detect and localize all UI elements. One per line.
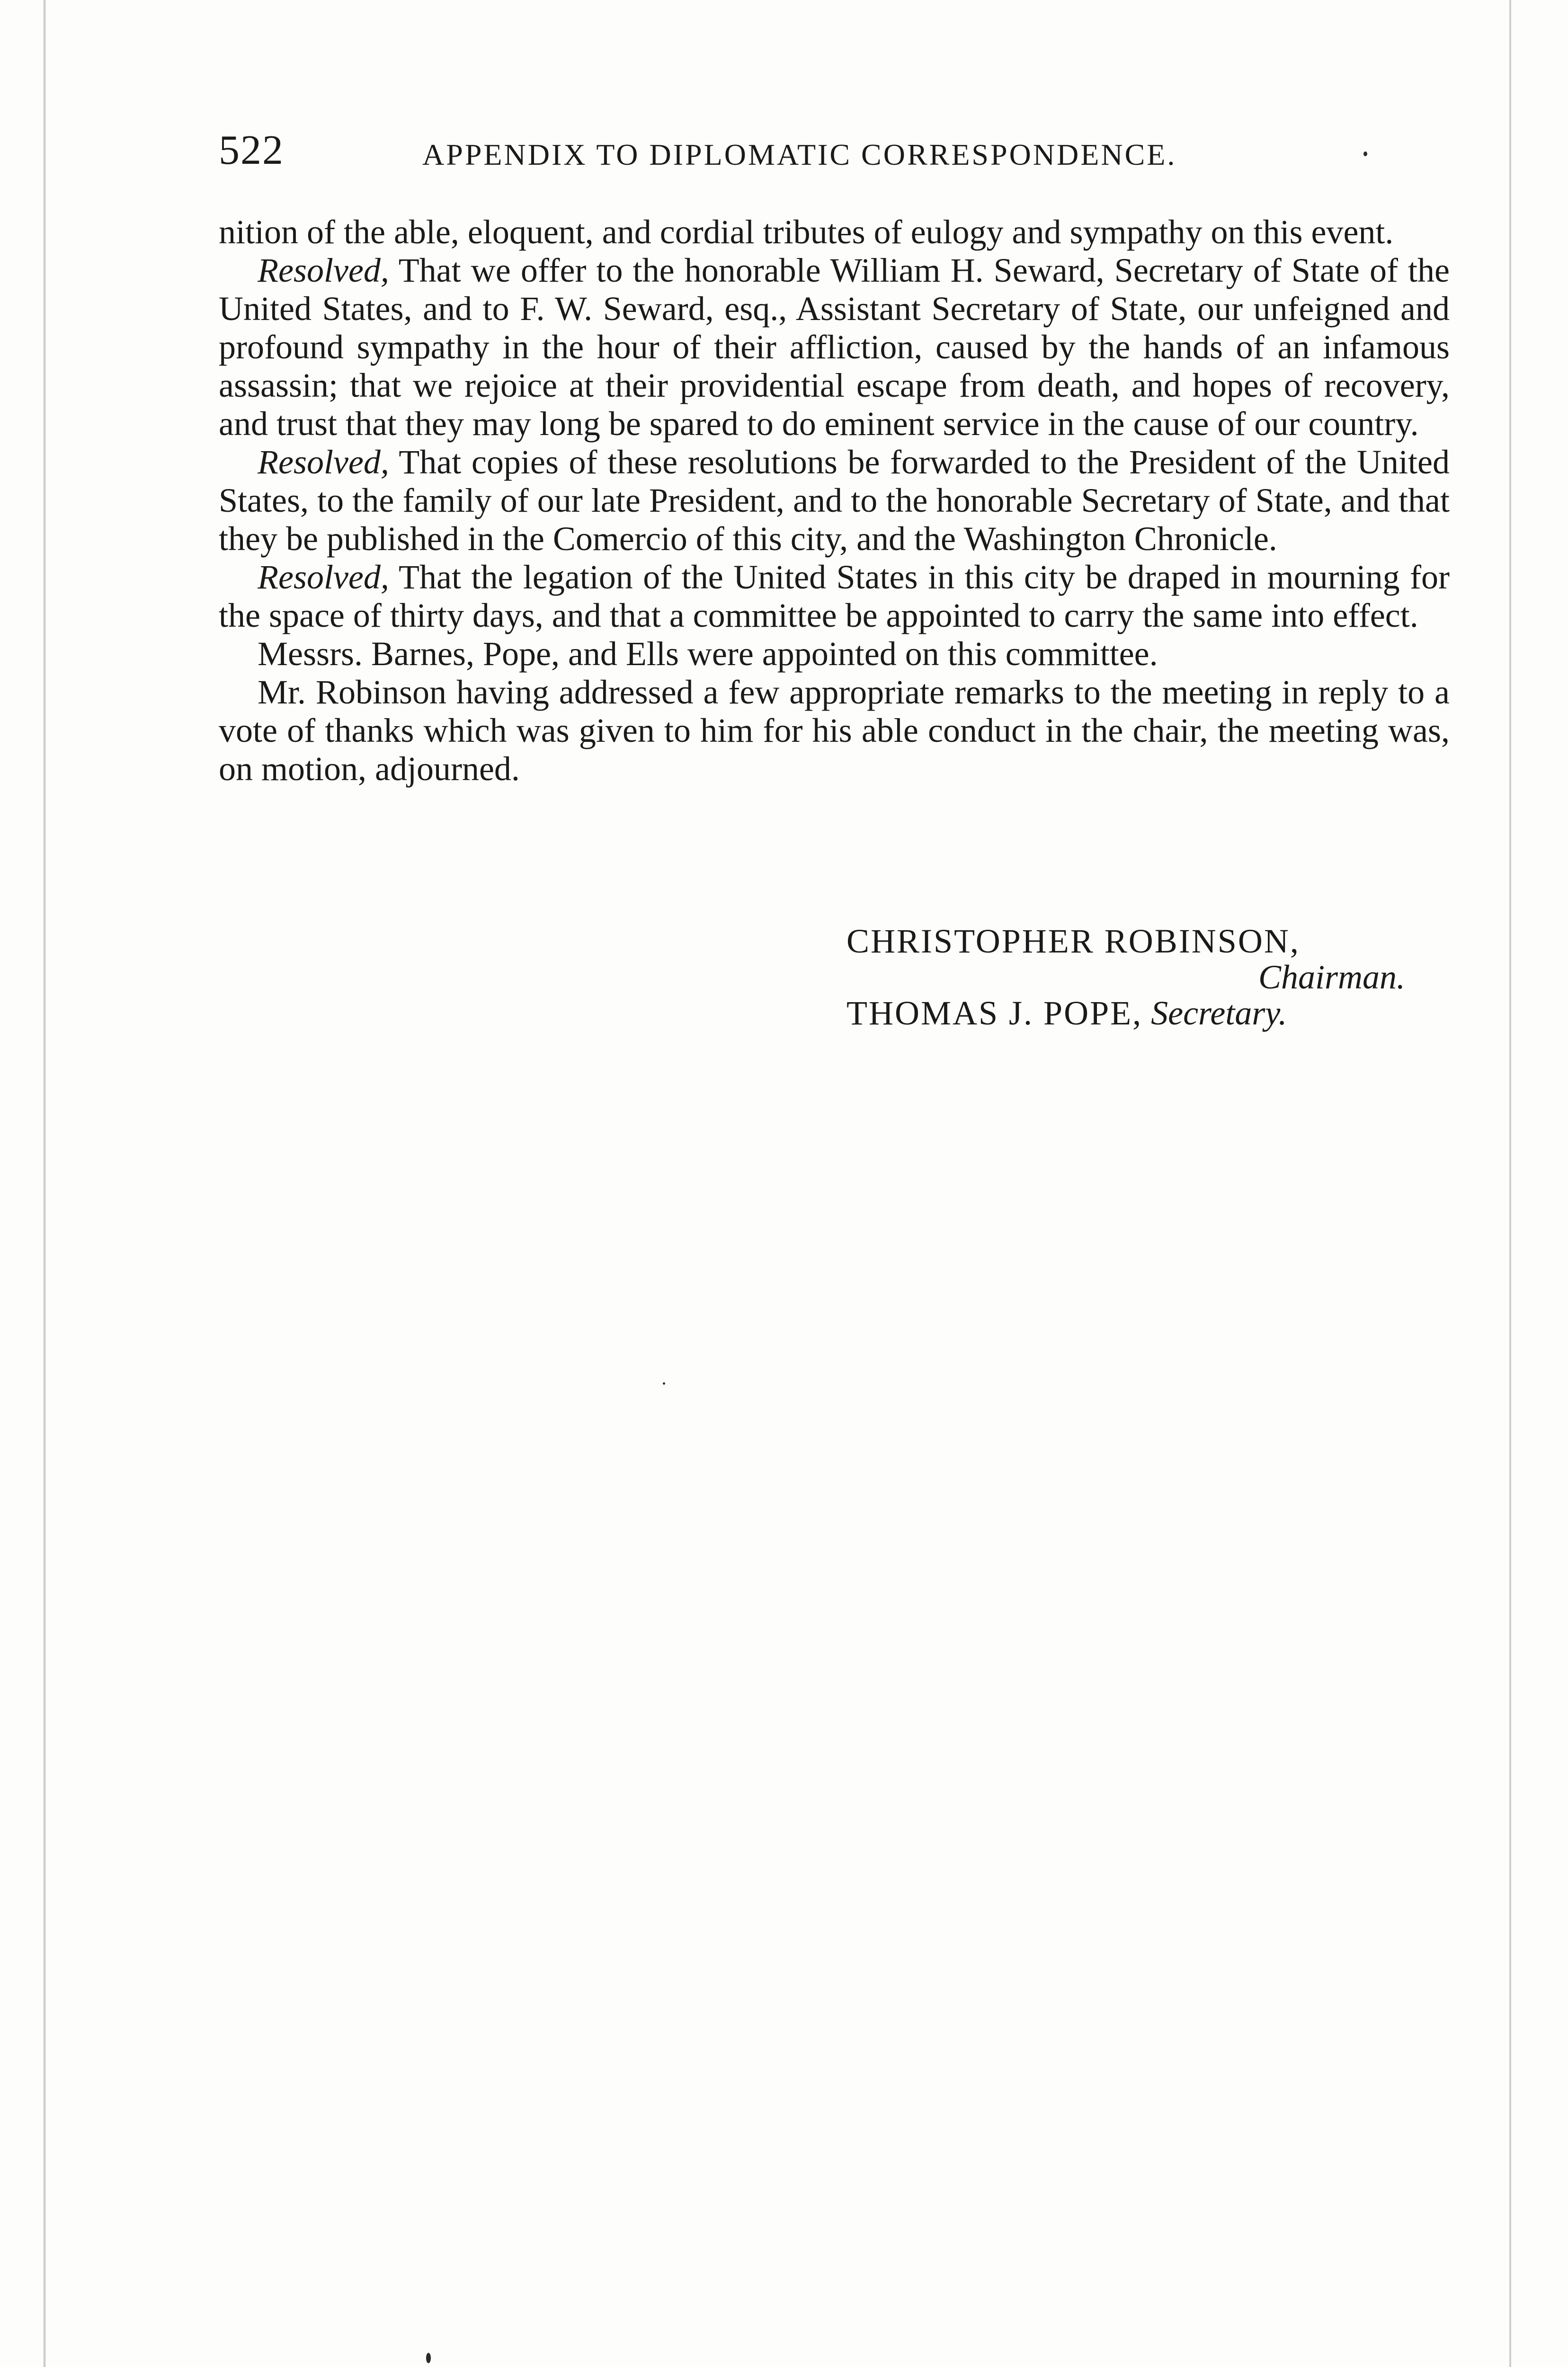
scan-speck <box>1363 151 1367 156</box>
chairman-title: Chairman. <box>1258 958 1405 996</box>
paragraph-text: Messrs. Barnes, Pope, and Ells were appointed on this committee. <box>258 635 1158 673</box>
resolved-lead: Resolved, <box>258 251 389 289</box>
scan-edge-left <box>44 0 46 2367</box>
paragraph-continuation <box>219 213 1450 251</box>
body-text <box>219 213 1450 788</box>
chairman-name: CHRISTOPHER ROBINSON, <box>846 922 1300 960</box>
running-head: APPENDIX TO DIPLOMATIC CORRESPONDENCE. <box>422 138 1177 171</box>
secretary-line <box>846 995 1443 1031</box>
scan-speck <box>663 1382 665 1385</box>
closing-paragraph <box>219 673 1450 788</box>
paragraph-text: That the legation of the United States in this city be draped in mourning for the space of thirty days, and that a committee be appointed to carry the same into effect. <box>219 558 1450 634</box>
resolution-paragraph <box>219 443 1450 558</box>
resolved-lead: Resolved, <box>258 443 389 481</box>
page-number: 522 <box>219 127 284 173</box>
committee-paragraph <box>219 635 1450 673</box>
page-header <box>219 127 1431 184</box>
paragraph-text: That copies of these resolutions be forwarded to the President of the United States, to the family of our late President, and to the honorable Secretary of State, and that they be published in the Comercio of this city, and the Washington Chronicle. <box>219 443 1450 558</box>
resolution-paragraph <box>219 251 1450 443</box>
signature-block <box>846 923 1443 1031</box>
scan-speck <box>426 2353 431 2363</box>
scan-edge-right <box>1509 0 1511 2367</box>
paragraph-text: Mr. Robinson having addressed a few appropriate remarks to the meeting in reply to a vote of thanks which was given to him for his able conduct in the chair, the meeting was, on motion, adjourned. <box>219 673 1450 788</box>
paragraph-text: That we offer to the honorable William H. Seward, Secretary of State of the United States, and to F. W. Seward, esq., Assistant Secretary of State, our unfeigned and profound sympathy in the hour of their affliction, caused by the hands of an infamous assassin; that we rejoice at their providential escape from death, and hopes of recovery, and trust that they may long be spared to do eminent service in the cause of our country. <box>219 251 1450 443</box>
secretary-name: THOMAS J. POPE, <box>846 994 1143 1032</box>
secretary-title: Secretary. <box>1151 994 1287 1032</box>
resolved-lead: Resolved, <box>258 558 389 596</box>
resolution-paragraph <box>219 558 1450 635</box>
paragraph-text: nition of the able, eloquent, and cordial tributes of eulogy and sympathy on this event. <box>219 213 1394 251</box>
